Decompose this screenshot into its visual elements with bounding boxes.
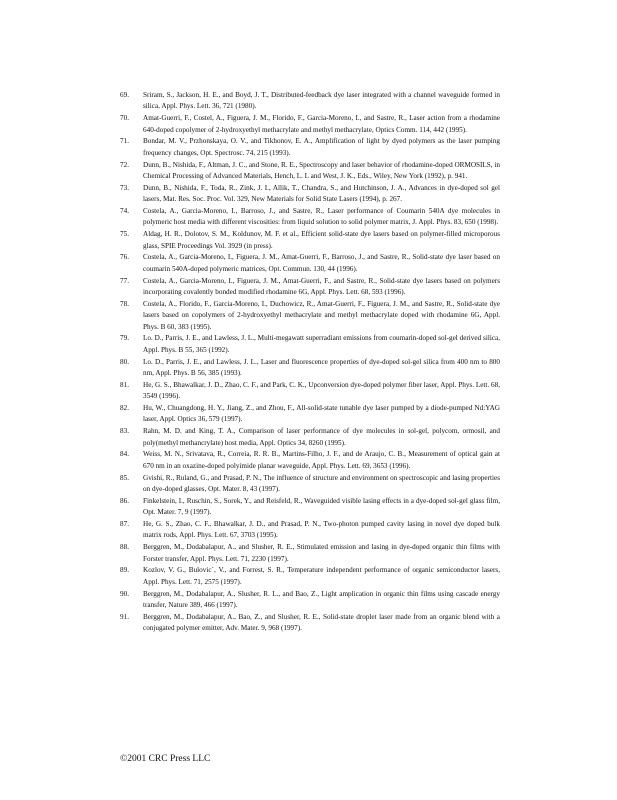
reference-item	[120, 565, 500, 588]
reference-text: Dunn, B., Nishida, F., Toda, R., Zink, J. I., Allik, T., Chandra, S., and Hutchinson, J. A., Advances in dye-doped sol gel lasers, Mat. Res. Soc. Proc. Vol. 329, New Materials for Solid State Lasers (1994), p. 267.	[143, 183, 500, 204]
reference-text: He, G. S., Bhawalkar, J. D., Zhao, C. F., and Park, C. K., Upconversion dye-doped polymer fiber laser, Appl. Phys. Lett. 68, 3549 (1996).	[143, 380, 500, 401]
reference-item	[120, 136, 500, 159]
reference-text: Finkelstein, I., Ruschin, S., Sorek, Y., and Reisfeld, R., Waveguided visible lasing effects in a dye-doped sol-gel glass film, Opt. Mater. 7, 9 (1997).	[143, 496, 500, 517]
reference-list	[120, 90, 500, 635]
reference-item	[120, 449, 500, 472]
reference-item	[120, 357, 500, 380]
reference-text: Hu, W., Chuangdong, H. Y., Jiang, Z., and Zhou, F., All-solid-state tunable dye laser pumped by a diode-pumped Nd:YAG laser, Appl. Optics 36, 579 (1997).	[143, 404, 500, 424]
reference-text: Rahn, M. D. and King, T. A., Comparison of laser performance of dye molecules in sol-gel, polycom, ormosil, and poly(methyl methancrylate) host media, Appl. Optics 34, 8260 (1995).	[143, 427, 500, 447]
reference-number: 73.	[120, 183, 129, 192]
reference-number: 89.	[120, 566, 129, 575]
reference-item	[120, 90, 500, 113]
reference-item	[120, 496, 500, 519]
reference-text: Berggren, M., Dodabalapur, A., Bao, Z., and Slusher, R. E., Solid-state droplet laser made from an organic blend with a conjugated polymer emitter, Adv. Mater. 9, 968 (1997).	[143, 612, 500, 633]
reference-item	[120, 589, 500, 612]
copyright-footer: ©2001 CRC Press LLC	[120, 754, 211, 764]
reference-item	[120, 542, 500, 565]
reference-text: Aldag, H. R., Dolotov, S. M., Koldunov, M. F. et al., Efficient solid-state dye lasers based on polymer-filled microporous glass, SPIE Proceedings Vol. 3929 (in press).	[143, 230, 500, 250]
reference-text: Gvishi, R., Ruland, G., and Prasad, P. N., The influence of structure and environment on spectroscopic and lasing properties on dye-doped glasses, Opt. Mater. 8, 43 (1997).	[143, 473, 500, 494]
reference-number: 84.	[120, 450, 129, 459]
reference-text: Costela, A., Garcia-Moreno, I., Figuera, J. M., Amat-Guerri, F., and Sastre, R., Solid-state dye lasers based on polymers incorporating covalently bonded modified rhodamine 6G, Appl. Phys. Lett. 68, 593 (1996).	[143, 276, 500, 297]
reference-text: Kozlov, V. G., Bulovic´, V., and Forrest, S. R., Temperature independent performance of organic semiconductor lasers, Appl. Phys. Lett. 71, 2575 (1997).	[143, 566, 500, 586]
reference-item	[120, 612, 500, 635]
reference-text: Amat-Guerri, F., Costel, A., Figuera, J. M., Florido, F., Garcia-Moreno, I., and Sastre, R., Laser action from a rhodamine 640-doped copolymer of 2-hydroxyethyl methacrylate and methyl methacrylate, Optics Comm. 114, 442 (1995).	[143, 114, 500, 134]
reference-text: Costela, A., Florido, F., Garcia-Moreno, I., Duchowicz, R., Amat-Guerri, F., Figuera, J. M., and Sastre, R., Solid-state dye lasers based on copolymers of 2-hydroxyethyl methacrylate and methyl methacrylate doped with rhodamine 6G, Appl. Phys. B 60, 383 (1995).	[143, 299, 500, 331]
reference-number: 90.	[120, 589, 129, 598]
reference-number: 69.	[120, 91, 129, 99]
reference-item	[120, 113, 500, 136]
reference-item	[120, 426, 500, 449]
reference-item	[120, 206, 500, 229]
reference-number: 75.	[120, 230, 129, 239]
reference-item	[120, 252, 500, 275]
reference-number: 74.	[120, 207, 129, 216]
reference-number: 71.	[120, 137, 129, 146]
reference-number: 83.	[120, 427, 129, 436]
reference-item	[120, 229, 500, 252]
reference-number: 85.	[120, 473, 129, 482]
reference-item	[120, 473, 500, 496]
reference-number: 72.	[120, 160, 129, 169]
reference-item	[120, 160, 500, 183]
reference-text: Weiss, M. N., Srivatava, R., Correia, R. R. B., Martins-Filho, J. F., and de Araujo, C. B., Measurement of optical gain at 670 nm in an oxazine-doped polyimide planar waveguide, Appl. Phys. Lett. 69, 3653 (1996).	[143, 450, 500, 470]
reference-number: 87.	[120, 520, 129, 529]
reference-item	[120, 380, 500, 403]
reference-number: 77.	[120, 276, 129, 285]
reference-number: 91.	[120, 612, 129, 621]
reference-text: Bondar, M. V., Przhonskaya, O. V., and Tikhonov, E. A., Amplification of light by dyed polymers as the laser pumping frequency changes, Opt. Spectrosc. 74, 215 (1993).	[143, 137, 500, 157]
reference-text: Costela, A., Garcia-Moreno, I., Figuera, J. M., Amat-Guerri, F., Barroso, J., and Sastre, R., Solid-state dye laser based on coumarin 540A-doped polymeric matrices, Opt. Commun. 130, 44 (1996).	[143, 253, 500, 273]
reference-number: 81.	[120, 380, 129, 389]
reference-number: 70.	[120, 114, 129, 123]
reference-text: Sriram, S., Jackson, H. E., and Boyd, J. T., Distributed-feedback dye laser integrated with a channel waveguide formed in silica, Appl. Phys. Lett. 36, 721 (1980).	[143, 91, 500, 111]
reference-item	[120, 403, 500, 426]
reference-item	[120, 299, 500, 333]
reference-number: 88.	[120, 543, 129, 552]
reference-item	[120, 183, 500, 206]
reference-number: 80.	[120, 357, 129, 366]
reference-text: Costela, A., Garcia-Moreno, I., Barroso, J., and Sastre, R., Laser performance of Coumarin 540A dye molecules in polymeric host media with different viscosities: from liquid solution to solid polymer matrix, J. Appl. Phys. 83, 650 (1998).	[143, 207, 500, 227]
reference-item	[120, 333, 500, 356]
reference-text: Lo. D., Parris, J. E., and Lawless, J. L., Laser and fluorescence properties of dye-doped sol-gel silica from 400 nm to 800 nm, Appl. Phys. B 56, 385 (1993).	[143, 357, 500, 378]
reference-text: He, G. S., Zhao, C. F., Bhawalkar, J. D., and Prasad, P. N., Two-photon pumped cavity lasing in novel dye doped bulk matrix rods, Appl. Phys. Lett. 67, 3703 (1995).	[143, 520, 500, 540]
reference-item	[120, 519, 500, 542]
reference-text: Berggren, M., Dodabalapur, A., and Slusher, R. E., Stimulated emission and lasing in dye-doped organic thin films with Forster transfer, Appl. Phys. Lett. 71, 2230 (1997).	[143, 543, 500, 563]
reference-number: 79.	[120, 334, 129, 343]
reference-item	[120, 276, 500, 299]
reference-text: Berggren, M., Dodabalapur, A., Slusher, R. L., and Bao, Z., Light amplication in organic thin films using cascade energy transfer, Nature 389, 466 (1997).	[143, 589, 500, 610]
reference-text: Lo. D., Parris, J. E., and Lawless, J. L., Multi-megawatt superradiant emissions from coumarin-doped sol-gel derived silica, Appl. Phys. B 55, 365 (1992).	[143, 334, 500, 354]
reference-number: 78.	[120, 299, 129, 308]
reference-number: 86.	[120, 496, 129, 505]
reference-number: 76.	[120, 253, 129, 262]
reference-text: Dunn, B., Nishida, F., Altman, J. C., and Stone, R. E., Spectroscopy and laser behavior of rhodamine-doped ORMOSILS, in Chemical Processing of Advanced Materials, Hench, L. L and West, J. K., Eds., Wiley, New York (1992), p. 941.	[143, 160, 500, 181]
reference-number: 82.	[120, 404, 129, 413]
